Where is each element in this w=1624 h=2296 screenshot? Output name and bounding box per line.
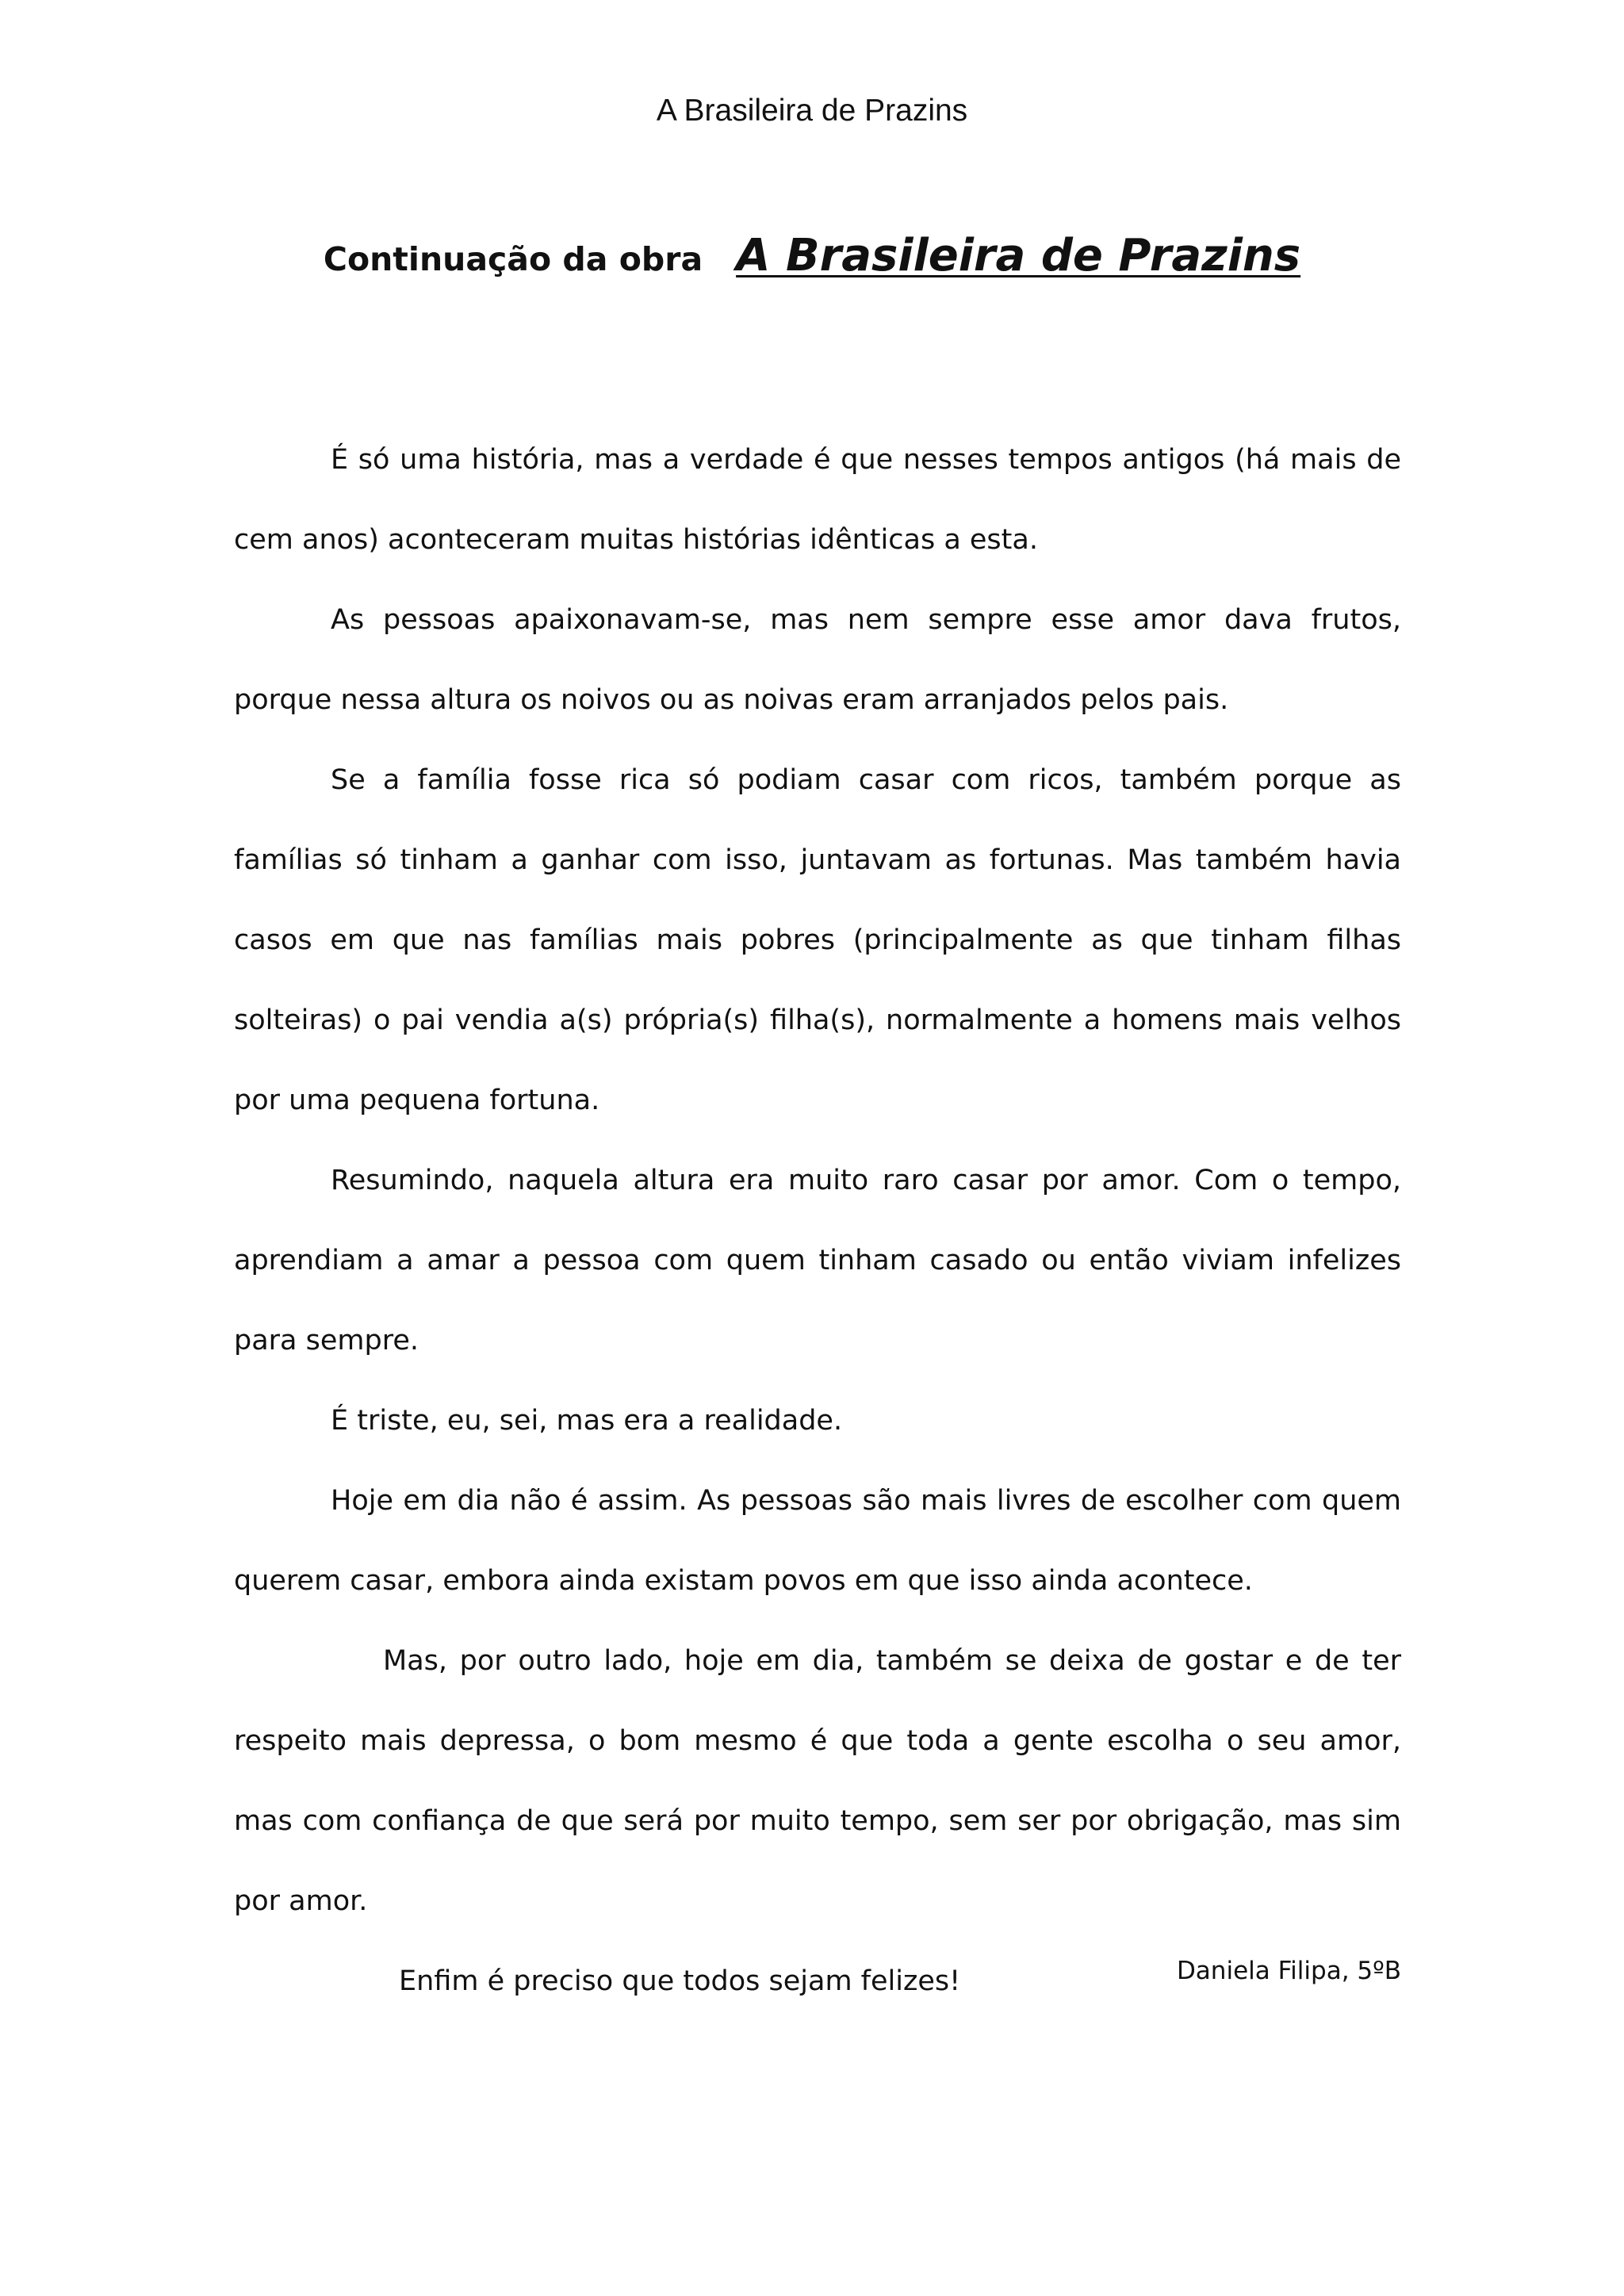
- title-prefix: Continuação da obra: [323, 240, 703, 278]
- body-text: [234, 420, 1401, 2022]
- paragraph: Hoje em dia não é assim. As pessoas são mais livres de escolher com quem querem casar, embora ainda existam povos em que isso ainda acontece.: [234, 1485, 1401, 1597]
- author-signature: Daniela Filipa, 5ºB: [1176, 1957, 1401, 1985]
- paragraph: É só uma história, mas a verdade é que nesses tempos antigos (há mais de cem anos) aconteceram muitas histórias idênticas a esta.: [234, 444, 1401, 556]
- running-header: A Brasileira de Prazins: [656, 94, 968, 128]
- paragraph: Mas, por outro lado, hoje em dia, também se deixa de gostar e de ter respeito mais depressa, o bom mesmo é que toda a gente escolha o seu amor, mas com confiança de que será por muito tempo, sem ser por obrigação, mas sim por amor.: [234, 1645, 1401, 1917]
- paragraph: As pessoas apaixonavam-se, mas nem sempre esse amor dava frutos, porque nessa altura os noivos ou as noivas eram arranjados pelos pais.: [234, 604, 1401, 716]
- closing-line: Enfim é preciso que todos sejam felizes!: [399, 1965, 961, 1997]
- document-title: [0, 230, 1624, 281]
- paragraph: Se a família fosse rica só podiam casar com ricos, também porque as famílias só tinham a ganhar com isso, juntavam as fortunas. Mas também havia casos em que nas famílias mais pobres (principalmente as que tinham filhas solteiras) o pai vendia a(s) própria(s) filha(s), normalmente a homens mais velhos por uma pequena fortuna.: [234, 764, 1401, 1116]
- paragraph: Resumindo, naquela altura era muito raro casar por amor. Com o tempo, aprendiam a amar a pessoa com quem tinham casado ou então viviam infelizes para sempre.: [234, 1165, 1401, 1357]
- paragraph: É triste, eu, sei, mas era a realidade.: [331, 1405, 843, 1437]
- title-work-name: A Brasileira de Prazins: [736, 230, 1301, 281]
